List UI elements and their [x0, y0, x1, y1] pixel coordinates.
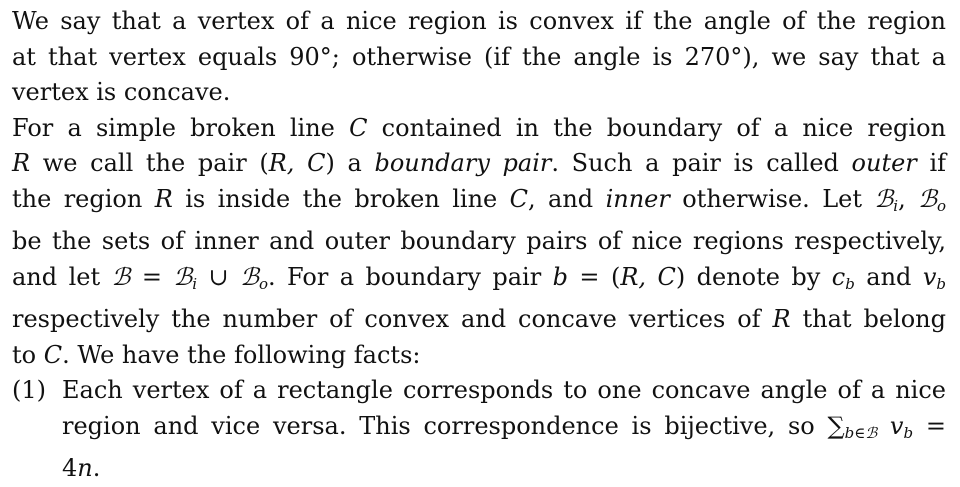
text-line: to C. We have the following facts: — [12, 340, 421, 369]
text-line: vertex is concave. — [12, 78, 231, 106]
text-line: R we call the pair (R, C) a boundary pair. Such a pair is called outer if — [12, 149, 946, 177]
text-line: the region R is inside the broken line C, and inner otherwise. Let ℬ$_i$, ℬ$_o$ — [12, 184, 947, 215]
text-line: at that vertex equals 90°; otherwise (if the angle is 270°), we say that a — [12, 42, 946, 71]
paragraph-boundary-pairs — [12, 111, 946, 374]
text-line: respectively the number of convex and concave vertices of R that belong — [12, 305, 946, 333]
text-line: and let ℬ = ℬ$_i$ ∪ ℬ$_o$. For a boundary pair b = (R, C) denote by $c_b$ and $v_b$ — [12, 262, 947, 293]
text-line: region and vice versa. This correspondence is bijective, so $\sum_{b\in ℬ}$ $v_b$ = — [62, 411, 946, 442]
text-line: Each vertex of a rectangle corresponds to one concave angle of a nice — [62, 376, 946, 404]
text-line: be the sets of inner and outer boundary pairs of nice regions respectively, — [12, 227, 946, 255]
paragraph-convex-concave — [12, 4, 946, 111]
text-line: We say that a vertex of a nice region is convex if the angle of the region — [12, 7, 946, 35]
list-item-1 — [12, 373, 946, 487]
list-item-number: (1) — [12, 376, 46, 404]
text-line: 4n. — [62, 454, 101, 482]
text-line: For a simple broken line C contained in the boundary of a nice region — [12, 113, 947, 142]
